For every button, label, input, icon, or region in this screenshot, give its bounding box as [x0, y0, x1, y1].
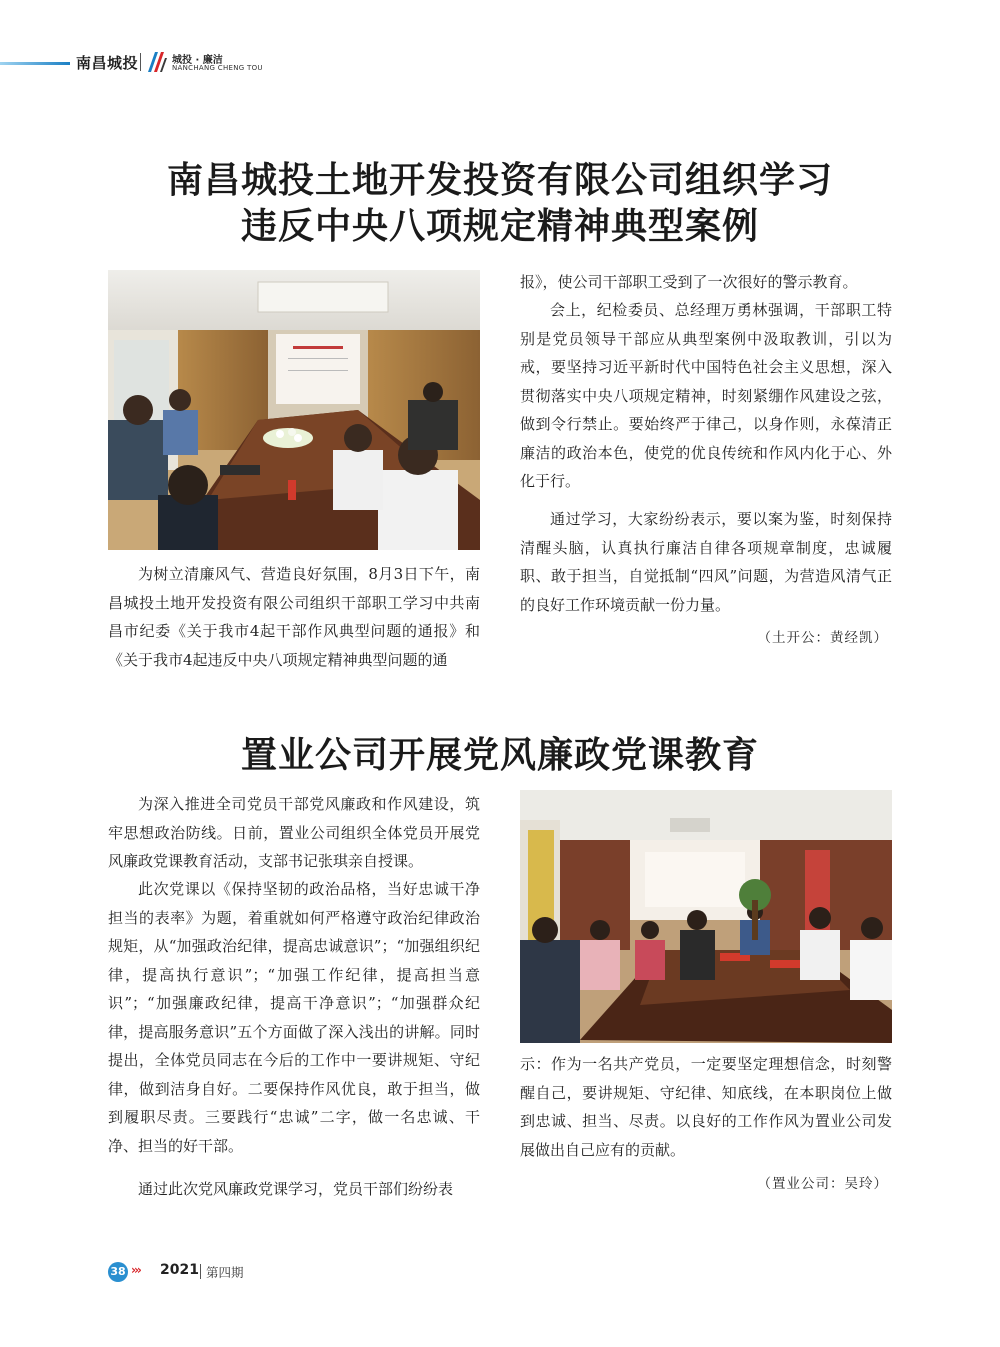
chengtou-logo-icon	[146, 50, 168, 74]
article2-title: 置业公司开展党风廉政党课教育	[240, 735, 759, 776]
article2-right-paragraph: 示：作为一名共产党员，一定要坚定理想信念，时刻警醒自己，要讲规矩、守纪律、知底线，在本职岗位上做到忠诚、担当、尽责。以良好的工作作风为置业公司发展做出自己应有的贡献。	[520, 1055, 892, 1159]
meeting-room-image-2	[520, 790, 892, 1043]
article2-meeting-photo	[520, 790, 892, 1043]
footer-arrows-icon: ›››	[131, 1263, 140, 1277]
footer-separator	[200, 1264, 201, 1279]
article1-meeting-photo	[108, 270, 480, 550]
article1-byline: （土开公：黄经凯）	[757, 630, 888, 646]
article2-byline: （置业公司：吴玲）	[757, 1176, 888, 1192]
article2-left-paragraph2: 此次党课以《保持坚韧的政治品格，当好忠诚干净担当的表率》为题，着重就如何严格遵守政治纪律政治规矩，从“加强政治纪律，提高忠诚意识”；“加强组织纪律，提高执行意识”；“加强工作纪律，提高担当意识”；“加强廉政纪律，提高干净意识”；“加强群众纪律，提高服务意识”五个方面做了深入浅出的讲解。同时提出，全体党员同志在今后的工作中一要讲规矩、守纪律，做到洁身自好。二要保持作风优良，敢于担当，做到履职尽责。三要践行“忠诚”二字，做一名忠诚、干净、担当的好干部。	[108, 880, 480, 1155]
header-column-english: NANCHANG CHENG TOU	[172, 64, 263, 72]
header-accent-line	[0, 62, 70, 65]
article1-left-paragraph: 为树立清廉风气、营造良好氛围，8月3日下午，南昌城投土地开发投资有限公司组织干部职工学习中共南昌市纪委《关于我市4起干部作风典型问题的通报》和《关于我市4起违反中央八项规定精神典型问题的通	[108, 565, 480, 669]
footer-issue: 第四期	[206, 1265, 244, 1280]
article1-right-paragraph3: 通过学习，大家纷纷表示，要以案为鉴，时刻保持清醒头脑，认真执行廉洁自律各项规章制度，忠诚履职、敢于担当，自觉抵制“四风”问题，为营造风清气正的良好工作环境贡献一份力量。	[520, 510, 892, 614]
footer-year: 2021	[160, 1262, 199, 1278]
article2-left-paragraph1: 为深入推进全司党员干部党风廉政和作风建设，筑牢思想政治防线。日前，置业公司组织全体党员开展党风廉政党课教育活动，支部书记张琪亲自授课。	[108, 795, 480, 870]
page-number-badge: 38	[108, 1262, 128, 1282]
header-column-name: 城投 · 廉洁	[172, 55, 223, 66]
article1-title-line1: 南昌城投土地开发投资有限公司组织学习	[166, 160, 833, 201]
article1-title-line2: 违反中央八项规定精神典型案例	[240, 206, 759, 247]
header-brand: 南昌城投	[76, 54, 139, 72]
meeting-room-image-1	[108, 270, 480, 550]
article2-left-paragraph3: 通过此次党风廉政党课学习，党员干部们纷纷表	[138, 1180, 454, 1198]
article1-right-paragraph1: 报》，使公司干部职工受到了一次很好的警示教育。	[520, 273, 858, 291]
article1-right-paragraph2: 会上，纪检委员、总经理万勇林强调，干部职工特别是党员领导干部应从典型案例中汲取教训，引以为戒，要坚持习近平新时代中国特色社会主义思想，深入贯彻落实中央八项规定精神，时刻紧绷作风建设之弦，做到令行禁止。要始终严于律己，以身作则，永葆清正廉洁的政治本色，使党的优良传统和作风内化于心、外化于行。	[520, 301, 892, 490]
header-separator	[140, 53, 141, 71]
